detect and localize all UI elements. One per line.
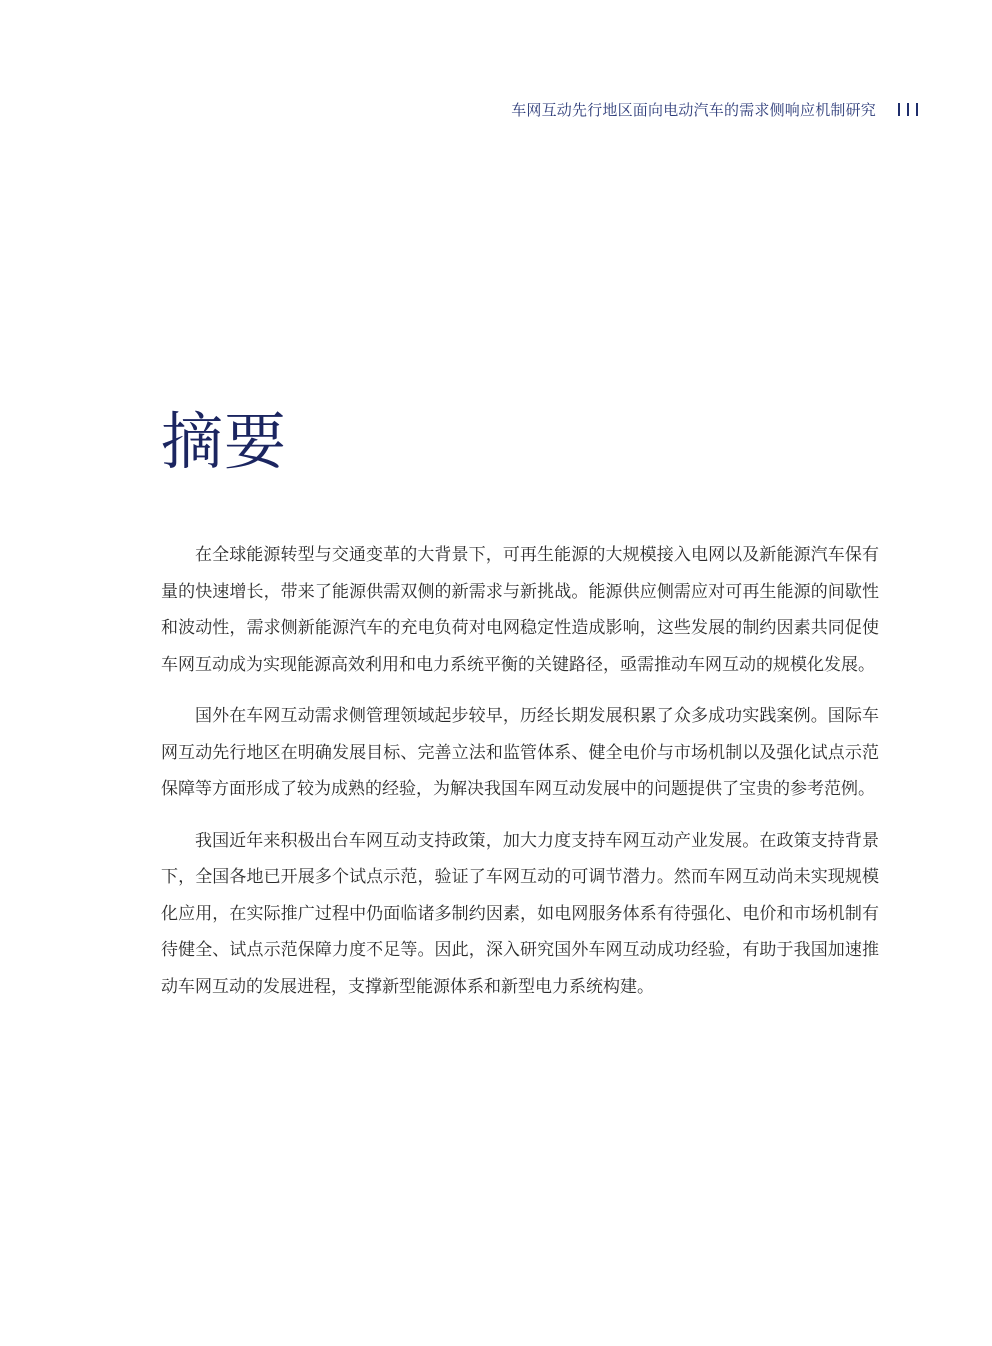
- page-marker-bar: [907, 103, 909, 116]
- paragraph: 在全球能源转型与交通变革的大背景下，可再生能源的大规模接入电网以及新能源汽车保有量的快速增长，带来了能源供需双侧的新需求与新挑战。能源供应侧需应对可再生能源的间歇性和波动性，需求侧新能源汽车的充电负荷对电网稳定性造成影响，这些发展的制约因素共同促使车网互动成为实现能源高效利用和电力系统平衡的关键路径，亟需推动车网互动的规模化发展。: [161, 545, 879, 675]
- paragraph: 国外在车网互动需求侧管理领域起步较早，历经长期发展积累了众多成功实践案例。国际车网互动先行地区在明确发展目标、完善立法和监管体系、健全电价与市场机制以及强化试点示范保障等方面形成了较为成熟的经验，为解决我国车网互动发展中的问题提供了宝贵的参考范例。: [161, 706, 879, 799]
- paragraph: 我国近年来积极出台车网互动支持政策，加大力度支持车网互动产业发展。在政策支持背景下，全国各地已开展多个试点示范，验证了车网互动的可调节潜力。然而车网互动尚未实现规模化应用，在实际推广过程中仍面临诸多制约因素，如电网服务体系有待强化、电价和市场机制有待健全、试点示范保障力度不足等。因此，深入研究国外车网互动成功经验，有助于我国加速推动车网互动的发展进程，支撑新型能源体系和新型电力系统构建。: [161, 830, 879, 997]
- page-marker-bar: [916, 103, 918, 116]
- running-header: [511, 97, 918, 121]
- section-title: 摘要: [161, 405, 288, 478]
- abstract-body: [161, 537, 879, 1020]
- running-title: 车网互动先行地区面向电动汽车的需求侧响应机制研究: [511, 100, 876, 119]
- page-number-marker: [898, 103, 918, 116]
- page-marker-bar: [898, 103, 900, 116]
